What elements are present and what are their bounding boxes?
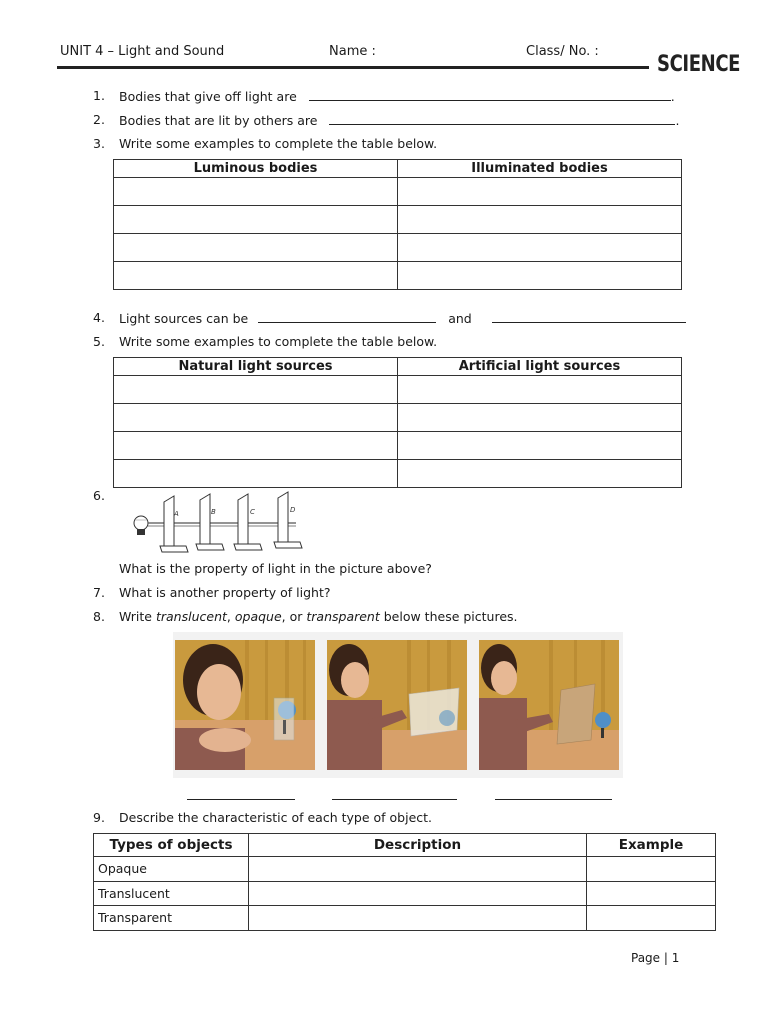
table3-header-example: Example — [587, 834, 716, 857]
q4-number: 4. — [93, 310, 105, 325]
table2-header-artificial: Artificial light sources — [398, 358, 682, 376]
light-bulb-icon — [134, 516, 148, 535]
q6-number: 6. — [93, 488, 105, 503]
q8-sep2: , or — [281, 609, 307, 624]
q7-text: What is another property of light? — [119, 585, 331, 600]
table1-cell[interactable] — [398, 262, 682, 290]
q4-answer-blank-2[interactable] — [492, 310, 686, 323]
card-c — [234, 494, 262, 550]
page-number: Page | 1 — [631, 951, 680, 965]
card-label-a: A — [174, 510, 179, 518]
table1-cell[interactable] — [398, 234, 682, 262]
table2-cell[interactable] — [114, 376, 398, 404]
table3-cell[interactable] — [587, 857, 716, 882]
q8-answer-line-1[interactable] — [187, 799, 295, 800]
question-2 — [119, 112, 679, 128]
q1-text: Bodies that give off light are — [119, 89, 297, 104]
q3-text: Write some examples to complete the table below. — [119, 136, 438, 151]
photo-strip — [173, 632, 623, 778]
q8-answer-line-3[interactable] — [495, 799, 612, 800]
q8-answer-line-2[interactable] — [332, 799, 457, 800]
q8-number: 8. — [93, 609, 105, 624]
q2-text: Bodies that are lit by others are — [119, 113, 318, 128]
card-d — [274, 492, 302, 548]
q8-word-opaque: opaque — [234, 609, 282, 624]
q9-text: Describe the characteristic of each type of object. — [119, 810, 433, 825]
q8-sep1: , — [226, 609, 235, 624]
header-rule — [57, 66, 649, 69]
table1-header-illuminated: Illuminated bodies — [398, 160, 682, 178]
card-label-c: C — [250, 508, 255, 516]
card-a — [160, 496, 188, 552]
subject-logo: SCIENCE — [657, 52, 741, 77]
table2-cell[interactable] — [114, 432, 398, 460]
card-label-d: D — [290, 506, 296, 514]
q8-post: below these pictures. — [379, 609, 518, 624]
table2-cell[interactable] — [398, 432, 682, 460]
table1-cell[interactable] — [114, 178, 398, 206]
table2-cell[interactable] — [398, 460, 682, 488]
q7-number: 7. — [93, 585, 105, 600]
card-label-b: B — [211, 508, 216, 516]
table3-cell[interactable] — [587, 881, 716, 906]
table2-cell[interactable] — [114, 460, 398, 488]
table3-cell[interactable] — [249, 906, 587, 931]
table2-cell[interactable] — [398, 404, 682, 432]
card-b — [196, 494, 224, 550]
table3-cell[interactable] — [249, 881, 587, 906]
unit-title: UNIT 4 – Light and Sound — [60, 44, 225, 59]
table3-header-types: Types of objects — [94, 834, 249, 857]
q9-number: 9. — [93, 810, 105, 825]
light-sources-table — [113, 357, 682, 488]
table2-cell[interactable] — [398, 376, 682, 404]
table2-cell[interactable] — [114, 404, 398, 432]
photo-translucent-sheet — [327, 640, 467, 770]
table1-cell[interactable] — [398, 206, 682, 234]
class-label: Class/ No. : — [526, 44, 599, 59]
q6-text: What is the property of light in the picture above? — [119, 561, 432, 576]
photo-transparent-glass — [175, 640, 315, 770]
question-4 — [119, 310, 686, 326]
table2-header-natural: Natural light sources — [114, 358, 398, 376]
q1-number: 1. — [93, 88, 105, 103]
q8-word-translucent: translucent — [155, 609, 227, 624]
table1-cell[interactable] — [114, 234, 398, 262]
luminous-illuminated-table — [113, 159, 682, 290]
q8-pre: Write — [119, 609, 156, 624]
q1-end: . — [670, 89, 675, 104]
table3-header-description: Description — [249, 834, 587, 857]
table3-cell[interactable] — [249, 857, 587, 882]
table3-cell[interactable] — [587, 906, 716, 931]
table1-cell[interactable] — [398, 178, 682, 206]
q2-end: . — [675, 113, 680, 128]
q2-answer-blank[interactable] — [329, 112, 675, 125]
q4-answer-blank-1[interactable] — [258, 310, 436, 323]
name-label: Name : — [329, 44, 376, 59]
q5-number: 5. — [93, 334, 105, 349]
table1-header-luminous: Luminous bodies — [114, 160, 398, 178]
q8-word-transparent: transparent — [306, 609, 380, 624]
q5-text: Write some examples to complete the table below. — [119, 334, 438, 349]
table1-cell[interactable] — [114, 206, 398, 234]
table3-row-label-opaque: Opaque — [94, 857, 249, 882]
table3-row-label-transparent: Transparent — [94, 906, 249, 931]
q4-text: Light sources can be — [119, 311, 249, 326]
table3-row-label-translucent: Translucent — [94, 881, 249, 906]
q2-number: 2. — [93, 112, 105, 127]
q8-text — [119, 609, 518, 624]
q1-answer-blank[interactable] — [309, 88, 671, 101]
object-types-table — [93, 833, 716, 931]
photo-opaque-board — [479, 640, 619, 770]
question-1 — [119, 88, 675, 104]
q4-and: and — [448, 311, 472, 326]
light-straight-line-diagram — [124, 490, 324, 556]
q3-number: 3. — [93, 136, 105, 151]
table1-cell[interactable] — [114, 262, 398, 290]
